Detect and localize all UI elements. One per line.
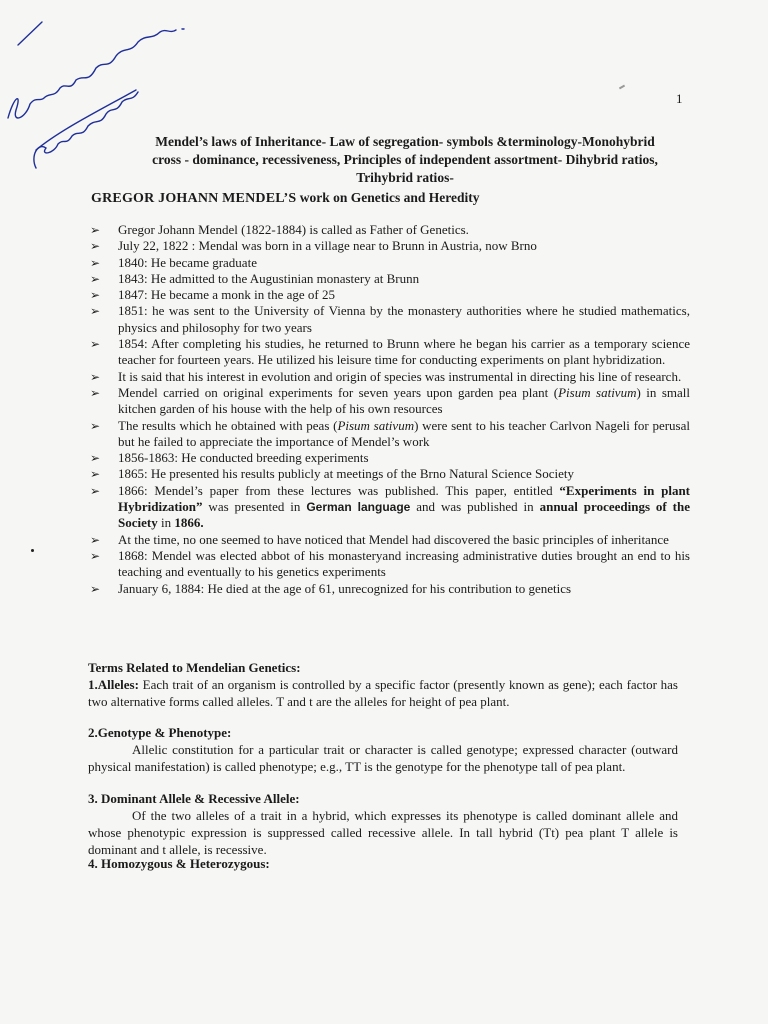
list-item-text: The results which he obtained with peas ( xyxy=(118,417,338,433)
list-item-text: and was published in xyxy=(410,499,540,515)
list-item xyxy=(90,548,690,581)
arrow-bullet-icon: ➢ xyxy=(90,451,101,466)
homozygous-heading: 4. Homozygous & Heterozygous: xyxy=(88,856,270,871)
arrow-bullet-icon: ➢ xyxy=(90,467,101,482)
arrow-bullet-icon: ➢ xyxy=(90,418,101,433)
dominant-paragraph: Of the two alleles of a trait in a hybrid, which expresses its phenotype is called dominant allele and whose phenotypic expression is suppressed called recessive allele. In tall hybrid (Tt) pea plant T allele is dominant and t allele, is recessive. xyxy=(88,808,678,857)
document-title xyxy=(100,133,710,187)
alleles-label: 1.Alleles: xyxy=(88,677,139,692)
list-item-text: 1856-1863: He conducted breeding experiments xyxy=(118,450,369,466)
alleles-text: Each trait of an organism is controlled by a specific factor (presently known as gene); each factor has two alternative forms called alleles. T and t are the alleles for height of pea plant. xyxy=(88,677,678,709)
list-item-text: 1854: After completing his studies, he returned to Brunn where he began his carrier as a temporary science teacher for fourteen years. He utilized his leisure time for conducting experiments on plant hybridization. xyxy=(118,336,690,368)
list-item xyxy=(90,532,690,548)
list-item-text: in xyxy=(157,515,175,531)
dominant-heading: 3. Dominant Allele & Recessive Allele: xyxy=(88,791,300,806)
species-name: Pisum sativum xyxy=(337,417,415,433)
list-item-text: Gregor Johann Mendel (1822-1884) is called as Father of Genetics. xyxy=(118,222,469,237)
arrow-bullet-icon: ➢ xyxy=(90,304,101,319)
arrow-bullet-icon: ➢ xyxy=(90,483,101,498)
list-item-text: 1868: Mendel was elected abbot of his monasteryand increasing administrative duties brought an end to his teaching and eventually to his genetics experiments xyxy=(118,547,690,580)
list-item xyxy=(90,238,690,254)
heading-rest: work on Genetics and Heredity xyxy=(296,190,480,205)
alleles-paragraph xyxy=(88,676,678,710)
list-item xyxy=(90,418,690,451)
list-item xyxy=(90,385,690,418)
arrow-bullet-icon: ➢ xyxy=(90,288,101,303)
emphasis-text: German language xyxy=(306,500,411,515)
list-item-text: Mendel carried on original experiments for seven years upon garden pea plant ( xyxy=(118,384,559,400)
list-item xyxy=(90,483,690,532)
heading-caps: GREGOR JOHANN MENDEL’S xyxy=(91,191,297,206)
title-line: cross - dominance, recessiveness, Principles of independent assortment- Dihybrid ratios, xyxy=(152,152,658,167)
arrow-bullet-icon: ➢ xyxy=(90,369,101,384)
page-number: 1 xyxy=(676,91,683,106)
list-item-text: 1865: He presented his results publicly at meetings of the Brno Natural Science Society xyxy=(118,466,574,482)
list-item-text: 1847: He became a monk in the age of 25 xyxy=(118,287,335,303)
list-item xyxy=(90,581,690,597)
list-item xyxy=(90,450,690,466)
arrow-bullet-icon: ➢ xyxy=(90,532,101,547)
list-item xyxy=(90,466,690,482)
list-item-text: 1851: he was sent to the University of Vienna by the monastery authorities where he studied mathematics, physics and philosophy for two years xyxy=(118,303,690,335)
arrow-bullet-icon: ➢ xyxy=(90,271,101,286)
dominant-section xyxy=(88,790,678,858)
title-line: Trihybrid ratios- xyxy=(356,170,454,185)
list-item-text: was presented in xyxy=(202,499,307,515)
arrow-bullet-icon: ➢ xyxy=(90,581,101,596)
emphasis-text: 1866. xyxy=(174,515,204,531)
species-name: Pisum sativum xyxy=(558,384,637,400)
arrow-bullet-icon: ➢ xyxy=(90,337,101,352)
arrow-bullet-icon: ➢ xyxy=(90,548,101,563)
stray-mark xyxy=(619,85,625,90)
list-item-text: 1840: He became graduate xyxy=(118,254,257,270)
list-item-text: January 6, 1884: He died at the age of 61, unrecognized for his contribution to genetics xyxy=(118,580,572,596)
section-heading xyxy=(91,189,691,208)
homozygous-section xyxy=(88,855,678,872)
arrow-bullet-icon: ➢ xyxy=(90,239,101,254)
arrow-bullet-icon: ➢ xyxy=(90,223,101,237)
list-item xyxy=(90,287,690,303)
list-item xyxy=(90,303,690,336)
list-item xyxy=(90,271,690,287)
timeline-list xyxy=(90,222,690,597)
paper-title: “Experiments in plant Hybridization” xyxy=(118,482,691,515)
genotype-heading: 2.Genotype & Phenotype: xyxy=(88,725,232,740)
genotype-section xyxy=(88,724,678,775)
emphasis-text: annual proceedings of the Society xyxy=(118,499,691,531)
list-item-text: At the time, no one seemed to have noticed that Mendel had discovered the basic principles of inheritance xyxy=(118,531,669,547)
list-item-text: July 22, 1822 : Mendal was born in a village near to Brunn in Austria, now Brno xyxy=(118,238,537,254)
terms-section xyxy=(88,659,678,710)
terms-heading: Terms Related to Mendelian Genetics: xyxy=(88,660,301,675)
list-item-text: ) were sent to his teacher Carlvon Nageli for perusal but he failed to appreciate the importance of Mendel’s work xyxy=(118,417,690,449)
genotype-paragraph: Allelic constitution for a particular trait or character is called genotype; expressed character (outward physical manifestation) is called phenotype; e.g., TT is the genotype for the phenotype tall of pea plant. xyxy=(88,742,678,774)
list-item-text: 1866: Mendel’s paper from these lectures was published. This paper, entitled xyxy=(118,482,560,498)
list-item-text: It is said that his interest in evolution and origin of species was instrumental in directing his line of research. xyxy=(118,368,682,384)
list-item xyxy=(90,336,690,369)
list-item xyxy=(90,369,690,385)
list-item-text: ) in small kitchen garden of his house with the help of his own resources xyxy=(118,384,690,417)
title-line: Mendel’s laws of Inheritance- Law of segregation- symbols &terminology-Monohybrid xyxy=(155,134,655,149)
list-item xyxy=(90,222,690,238)
list-item xyxy=(90,255,690,271)
arrow-bullet-icon: ➢ xyxy=(90,255,101,270)
list-item-text: 1843: He admitted to the Augustinian monastery at Brunn xyxy=(118,270,420,286)
margin-dot xyxy=(31,549,34,552)
arrow-bullet-icon: ➢ xyxy=(90,385,101,400)
